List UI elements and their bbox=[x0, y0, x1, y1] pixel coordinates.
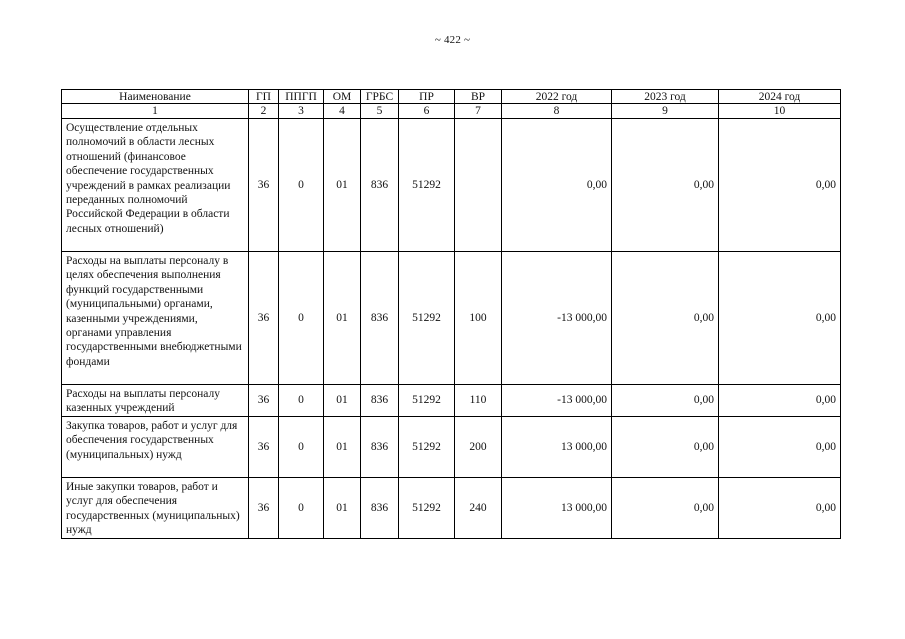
header-2023: 2023 год bbox=[612, 90, 719, 104]
grbs-cell: 836 bbox=[361, 478, 399, 539]
table-row bbox=[62, 417, 841, 478]
column-number: 4 bbox=[324, 104, 361, 119]
table-row bbox=[62, 385, 841, 417]
amount-2023-cell: 0,00 bbox=[612, 252, 719, 385]
amount-2024-cell: 0,00 bbox=[719, 252, 841, 385]
column-number: 7 bbox=[455, 104, 502, 119]
amount-2024-cell: 0,00 bbox=[719, 119, 841, 252]
grbs-cell: 836 bbox=[361, 119, 399, 252]
row-name-cell: Осуществление отдельных полномочий в области лесных отношений (финансовое обеспечение государственных учреждений в рамках реализации переданных полномочий Российской Федерации в области лесных отношений) bbox=[62, 119, 249, 252]
gp-cell: 36 bbox=[249, 385, 279, 417]
header-ppgp: ППГП bbox=[279, 90, 324, 104]
ppgp-cell: 0 bbox=[279, 252, 324, 385]
vr-cell: 100 bbox=[455, 252, 502, 385]
row-name-cell: Расходы на выплаты персоналу в целях обеспечения выполнения функций государственными (муниципальными) органами, казенными учреждениями, органами управления государственными внебюджетными фондами bbox=[62, 252, 249, 385]
amount-2023-cell: 0,00 bbox=[612, 478, 719, 539]
header-om: ОМ bbox=[324, 90, 361, 104]
amount-2022-cell: 13 000,00 bbox=[502, 417, 612, 478]
header-vr: ВР bbox=[455, 90, 502, 104]
table-body bbox=[62, 119, 841, 539]
column-number: 8 bbox=[502, 104, 612, 119]
om-cell: 01 bbox=[324, 478, 361, 539]
amount-2024-cell: 0,00 bbox=[719, 385, 841, 417]
table-header bbox=[62, 90, 841, 119]
grbs-cell: 836 bbox=[361, 385, 399, 417]
gp-cell: 36 bbox=[249, 417, 279, 478]
column-number: 6 bbox=[399, 104, 455, 119]
header-row bbox=[62, 90, 841, 104]
column-number: 10 bbox=[719, 104, 841, 119]
amount-2024-cell: 0,00 bbox=[719, 478, 841, 539]
header-gp: ГП bbox=[249, 90, 279, 104]
page-number: ~ 422 ~ bbox=[434, 34, 471, 46]
row-name-cell: Закупка товаров, работ и услуг для обеспечения государственных (муниципальных) нужд bbox=[62, 417, 249, 478]
header-pr: ПР bbox=[399, 90, 455, 104]
amount-2022-cell: -13 000,00 bbox=[502, 385, 612, 417]
vr-cell bbox=[455, 119, 502, 252]
header-grbs: ГРБС bbox=[361, 90, 399, 104]
pr-cell: 51292 bbox=[399, 385, 455, 417]
column-number: 9 bbox=[612, 104, 719, 119]
pr-cell: 51292 bbox=[399, 252, 455, 385]
vr-cell: 200 bbox=[455, 417, 502, 478]
amount-2022-cell: 13 000,00 bbox=[502, 478, 612, 539]
ppgp-cell: 0 bbox=[279, 385, 324, 417]
column-number: 1 bbox=[62, 104, 249, 119]
ppgp-cell: 0 bbox=[279, 417, 324, 478]
ppgp-cell: 0 bbox=[279, 478, 324, 539]
amount-2023-cell: 0,00 bbox=[612, 417, 719, 478]
grbs-cell: 836 bbox=[361, 417, 399, 478]
table-row bbox=[62, 252, 841, 385]
vr-cell: 240 bbox=[455, 478, 502, 539]
pr-cell: 51292 bbox=[399, 119, 455, 252]
om-cell: 01 bbox=[324, 385, 361, 417]
vr-cell: 110 bbox=[455, 385, 502, 417]
row-name-cell: Расходы на выплаты персоналу казенных учреждений bbox=[62, 385, 249, 417]
gp-cell: 36 bbox=[249, 119, 279, 252]
pr-cell: 51292 bbox=[399, 417, 455, 478]
pr-cell: 51292 bbox=[399, 478, 455, 539]
header-name: Наименование bbox=[62, 90, 249, 104]
amount-2022-cell: -13 000,00 bbox=[502, 252, 612, 385]
header-2024: 2024 год bbox=[719, 90, 841, 104]
column-number-row bbox=[62, 104, 841, 119]
om-cell: 01 bbox=[324, 119, 361, 252]
column-number: 5 bbox=[361, 104, 399, 119]
gp-cell: 36 bbox=[249, 478, 279, 539]
ppgp-cell: 0 bbox=[279, 119, 324, 252]
table-row bbox=[62, 119, 841, 252]
budget-table bbox=[61, 89, 841, 539]
column-number: 2 bbox=[249, 104, 279, 119]
om-cell: 01 bbox=[324, 252, 361, 385]
column-number: 3 bbox=[279, 104, 324, 119]
amount-2022-cell: 0,00 bbox=[502, 119, 612, 252]
table-row bbox=[62, 478, 841, 539]
amount-2023-cell: 0,00 bbox=[612, 119, 719, 252]
row-name-cell: Иные закупки товаров, работ и услуг для обеспечения государственных (муниципальных) нужд bbox=[62, 478, 249, 539]
amount-2024-cell: 0,00 bbox=[719, 417, 841, 478]
grbs-cell: 836 bbox=[361, 252, 399, 385]
header-2022: 2022 год bbox=[502, 90, 612, 104]
om-cell: 01 bbox=[324, 417, 361, 478]
amount-2023-cell: 0,00 bbox=[612, 385, 719, 417]
gp-cell: 36 bbox=[249, 252, 279, 385]
